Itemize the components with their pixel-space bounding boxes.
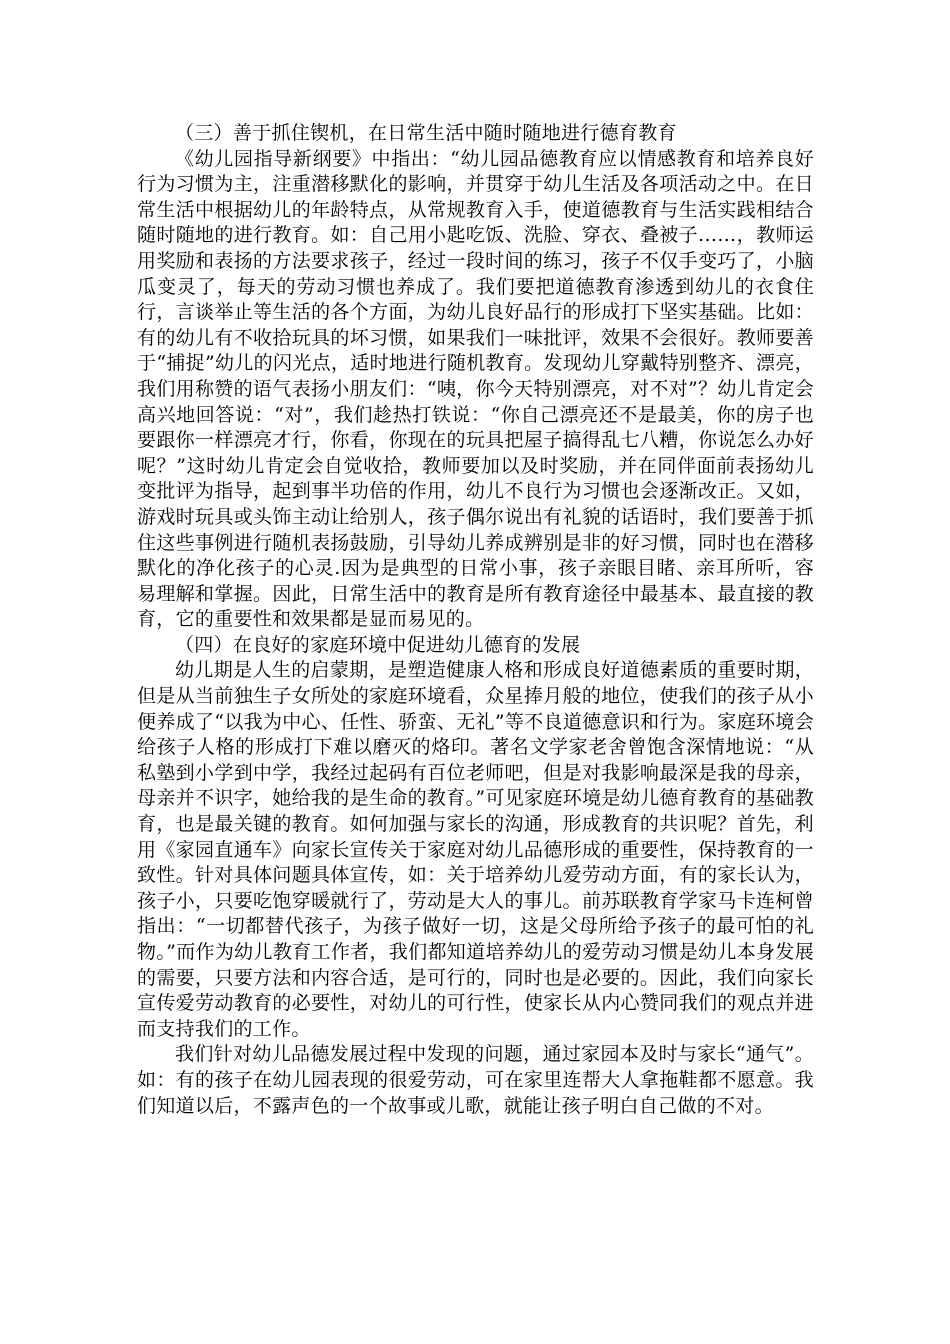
body-paragraph-1: 《幼儿园指导新纲要》中指出：“幼儿园品德教育应以情感教育和培养良好行为习惯为主，注重潜移默化的影响，并贯穿于幼儿生活及各项活动之中。在日常生活中根据幼儿的年龄特点，从常规教育入手，使道德教育与生活实践相结合随时随地的进行教育。如：自己用小匙吃饭、洗脸、穿衣、叠被子……，教师运用奖励和表扬的方法要求孩子，经过一段时间的练习，孩子不仅手变巧了，小脑瓜变灵了，每天的劳动习惯也养成了。我们要把道德教育渗透到幼儿的衣食住行，言谈举止等生活的各个方面，为幼儿良好品行的形成打下坚实基础。比如：有的幼儿有不收拾玩具的坏习惯，如果我们一味批评，效果不会很好。教师要善于“捕捉”幼儿的闪光点，适时地进行随机教育。发现幼儿穿戴特别整齐、漂亮，我们用称赞的语气表扬小朋友们：“咦，你今天特别漂亮，对不对”？幼儿肯定会高兴地回答说：“对”，我们趁热打铁说：“你自己漂亮还不是最美，你的房子也要跟你一样漂亮才行，你看，你现在的玩具把屋子搞得乱七八糟，你说怎么办好呢？”这时幼儿肯定会自觉收拾，教师要加以及时奖励，并在同伴面前表扬幼儿变批评为指导，起到事半功倍的作用，幼儿不良行为习惯也会逐渐改正。又如，游戏时玩具或头饰主动让给别人，孩子偶尔说出有礼貌的话语时，我们要善于抓住这些事例进行随机表扬鼓励，引导幼儿养成辨别是非的好习惯，同时也在潜移默化的净化孩子的心灵.因为是典型的日常小事，孩子亲眼目睹、亲耳所听，容易理解和掌握。因此，日常生活中的教育是所有教育途径中最基本、最直接的教育，它的重要性和效果都是显而易见的。 (137, 147, 814, 631)
section-heading-3: （三）善于抓住锲机，在日常生活中随时随地进行德育教育 (175, 122, 677, 144)
document-page (137, 121, 814, 1119)
body-paragraph-3: 我们针对幼儿品德发展过程中发现的问题，通过家园本及时与家长“通气”。如：有的孩子在幼儿园表现的很爱劳动，可在家里连帮大人拿拖鞋都不愿意。我们知道以后，不露声色的一个故事或儿歌，就能让孩子明白自己做的不对。 (137, 1043, 814, 1117)
section-heading-4: （四）在良好的家庭环境中促进幼儿德育的发展 (175, 633, 581, 656)
body-paragraph-2: 幼儿期是人生的启蒙期，是塑造健康人格和形成良好道德素质的重要时期，但是从当前独生子女所处的家庭环境看，众星捧月般的地位，使我们的孩子从小便养成了“以我为中心、任性、骄蛮、无礼”等不良道德意识和行为。家庭环境会给孩子人格的形成打下难以磨灭的烙印。著名文学家老舍曾饱含深情地说：“从私塾到小学到中学，我经过起码有百位老师吧，但是对我影响最深是我的母亲，母亲并不识字，她给我的是生命的教育。”可见家庭环境是幼儿德育教育的基础教育，也是最关键的教育。如何加强与家长的沟通，形成教育的共识呢？首先，利用《家园直通车》向家长宣传关于家庭对幼儿品德形成的重要性，保持教育的一致性。针对具体问题具体宣传，如：关于培养幼儿爱劳动方面，有的家长认为，孩子小，只要吃饱穿暖就行了，劳动是大人的事儿。前苏联教育学家马卡连柯曾指出：“一切都替代孩子，为孩子做好一切，这是父母所给予孩子的最可怕的礼物。”而作为幼儿教育工作者，我们都知道培养幼儿的爱劳动习惯是幼儿本身发展的需要，只要方法和内容合适，是可行的，同时也是必要的。因此，我们向家长宣传爱劳动教育的必要性，对幼儿的可行性，使家长从内心赞同我们的观点并进而支持我们的工作。 (137, 659, 814, 1040)
